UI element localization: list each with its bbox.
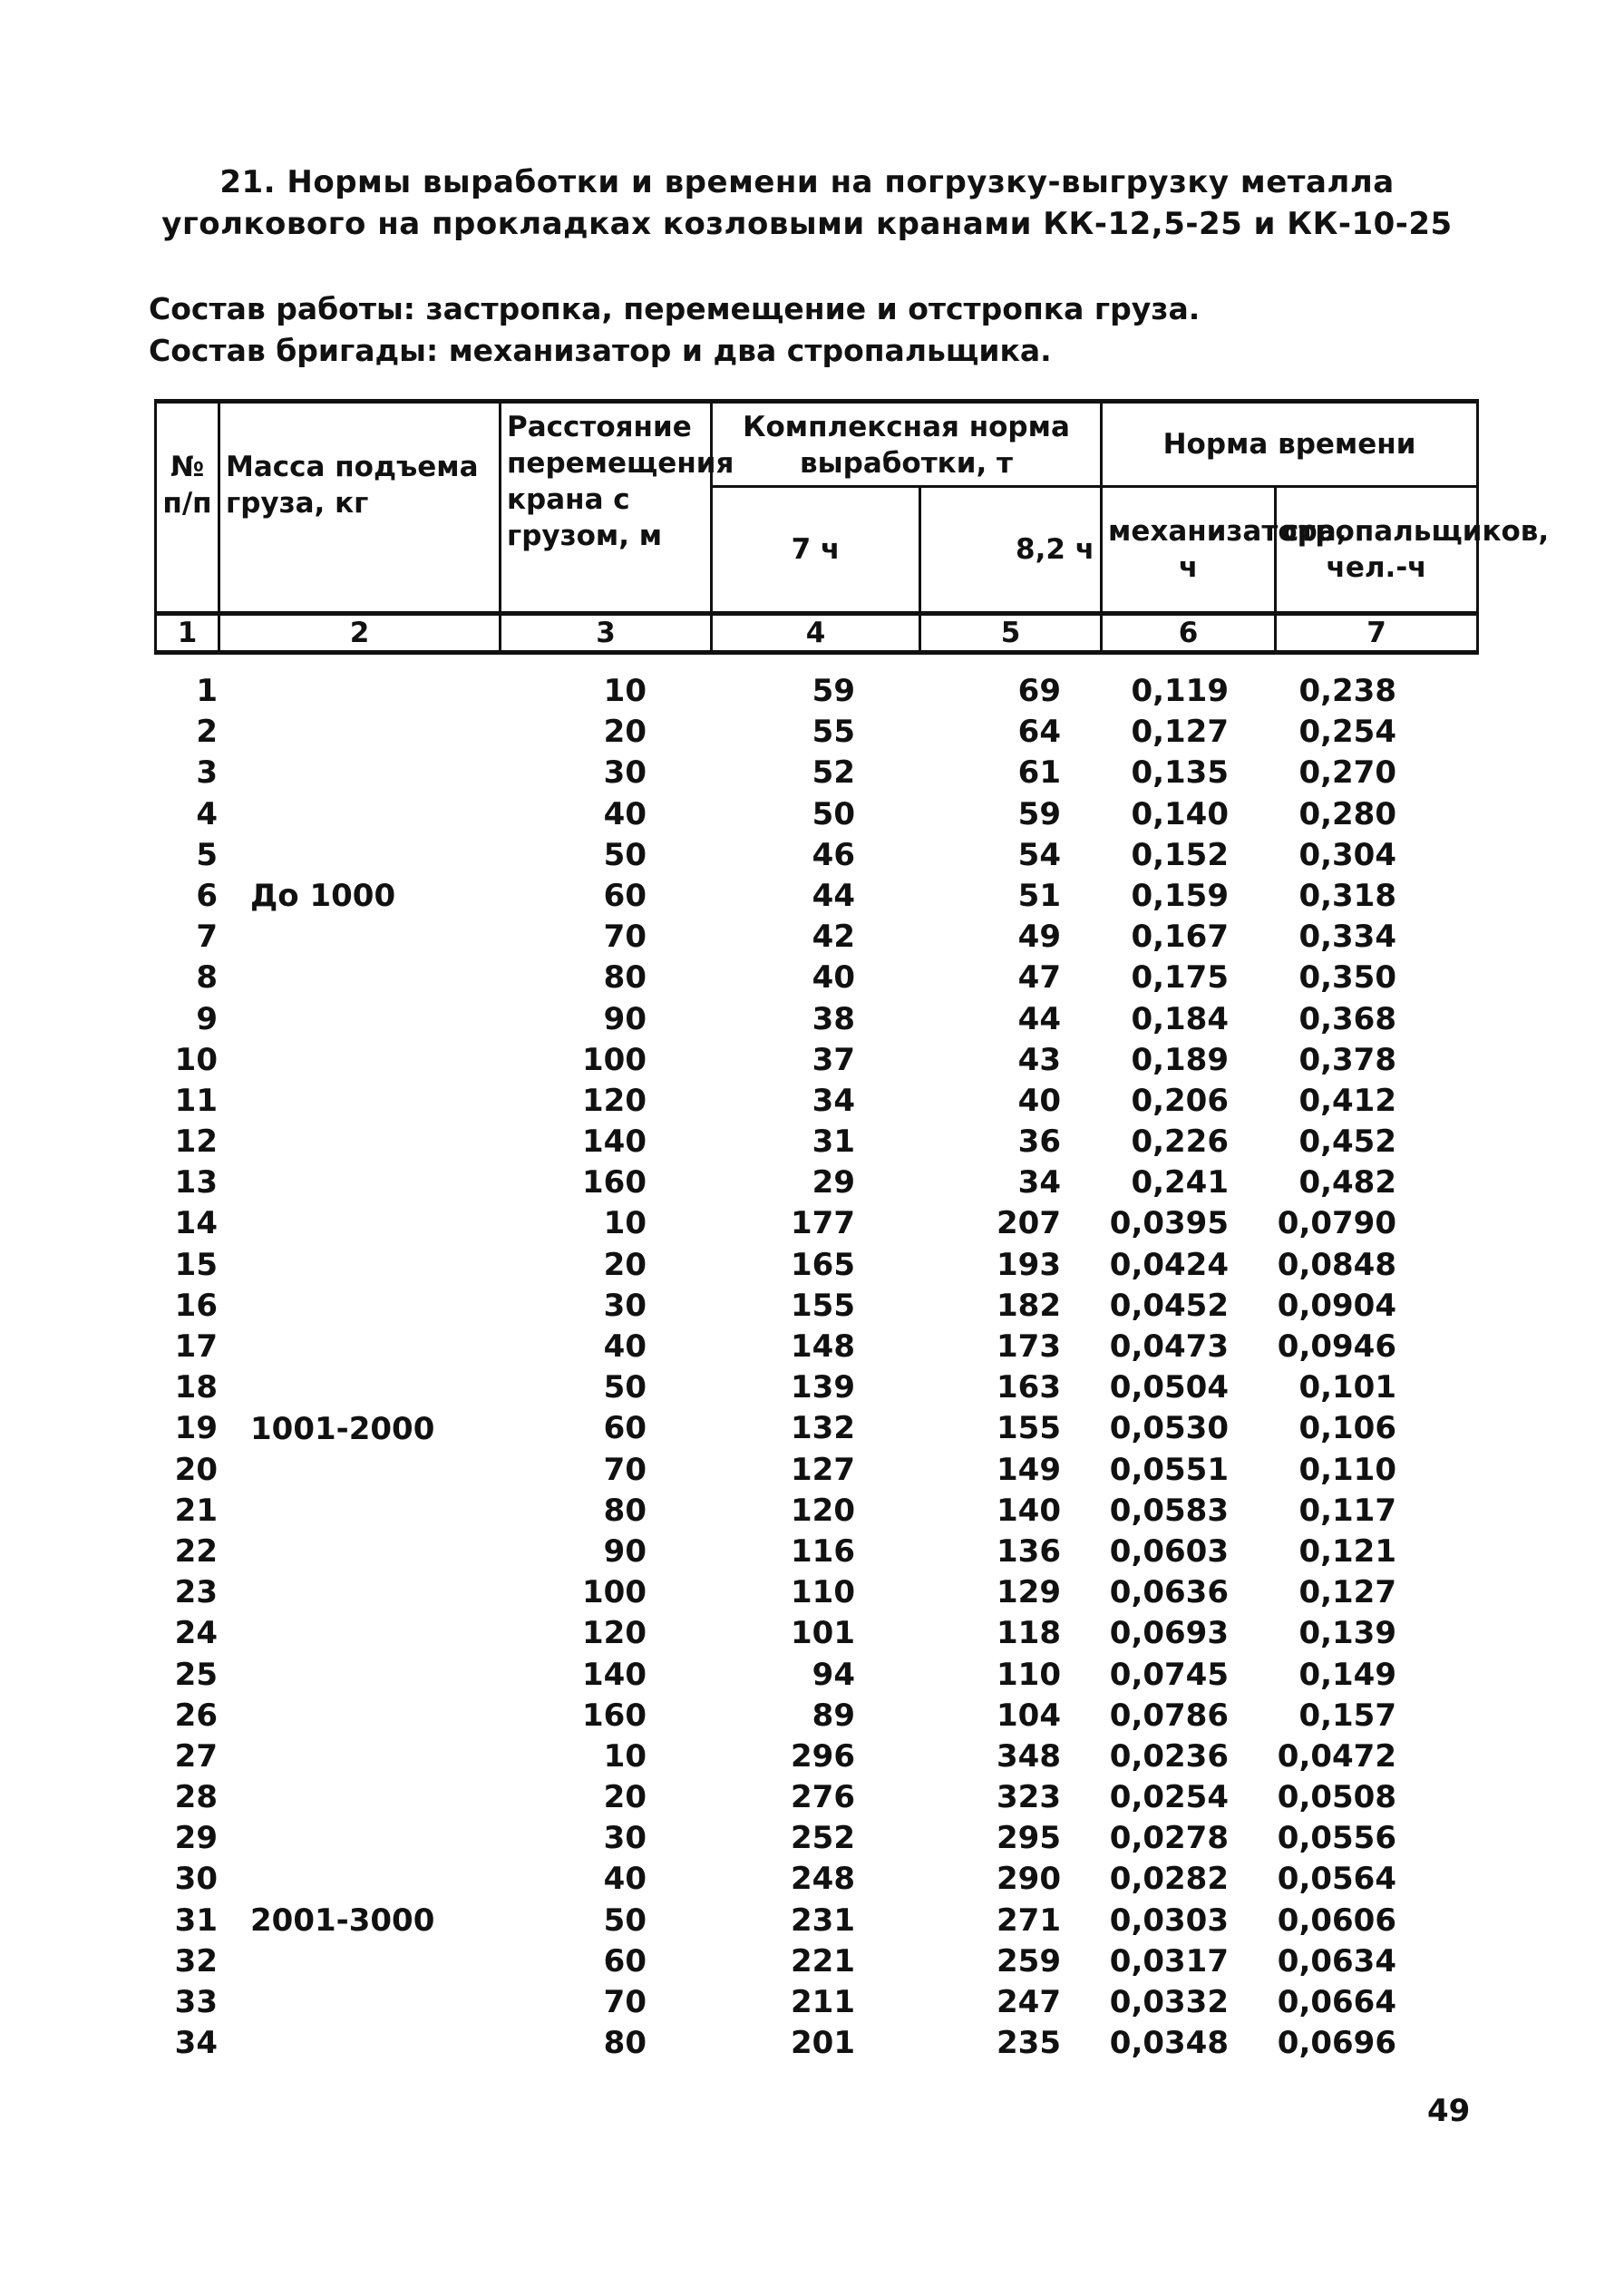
- table-cell: 0,167: [1131, 919, 1229, 956]
- table-cell: 221: [791, 1942, 855, 1979]
- table-cell: 173: [997, 1328, 1061, 1365]
- column-number: 2: [219, 614, 501, 653]
- table-cell: 0,350: [1298, 959, 1396, 997]
- table-cell: 17: [174, 1328, 218, 1365]
- header-operator: механизатора, ч: [1102, 487, 1276, 614]
- table-cell: 18: [174, 1369, 218, 1406]
- table-cell: 52: [812, 754, 855, 792]
- table-row: [154, 917, 1476, 958]
- table-cell: 0,206: [1131, 1082, 1229, 1119]
- table-cell: 29: [174, 1820, 218, 1857]
- table-cell: 2: [196, 714, 218, 751]
- mass-group-label: До 1000: [250, 878, 396, 914]
- table-cell: 120: [791, 1492, 855, 1529]
- table-cell: 32: [174, 1942, 218, 1979]
- table-cell: 29: [812, 1164, 855, 1201]
- table-cell: 0,101: [1298, 1369, 1396, 1406]
- mass-cell: [218, 1572, 508, 1613]
- table-cell: 201: [791, 2025, 855, 2062]
- table-cell: 44: [812, 877, 855, 914]
- table-row: [154, 835, 1476, 876]
- table-cell: 0,270: [1298, 754, 1396, 792]
- table-cell: 0,117: [1298, 1492, 1396, 1529]
- table-cell: 55: [812, 714, 855, 751]
- table-cell: 139: [791, 1369, 855, 1406]
- table-cell: 94: [812, 1656, 855, 1693]
- table-row: [154, 1245, 1476, 1286]
- mass-cell: [218, 835, 508, 876]
- table-row: [154, 1491, 1476, 1532]
- table-cell: 1: [196, 673, 218, 709]
- column-number: 6: [1102, 614, 1276, 653]
- table-cell: 110: [791, 1574, 855, 1611]
- table-cell: 70: [603, 1984, 647, 2020]
- table-cell: 0,106: [1298, 1410, 1396, 1447]
- table-row: [154, 1859, 1476, 1900]
- mass-cell: [218, 1941, 508, 1982]
- table-cell: 0,0904: [1277, 1287, 1396, 1324]
- table-cell: 0,482: [1298, 1164, 1396, 1201]
- mass-group-label: 2001-3000: [250, 1902, 435, 1939]
- table-cell: 26: [174, 1697, 218, 1734]
- column-number: 4: [712, 614, 920, 653]
- title-line-1: 21. Нормы выработки и времени на погрузку-выгрузку металла: [219, 164, 1395, 200]
- table-cell: 0,0606: [1277, 1902, 1396, 1939]
- table-body: [154, 671, 1476, 2064]
- table-row: [154, 999, 1476, 1040]
- table-cell: 140: [997, 1492, 1061, 1529]
- table-row: [154, 1982, 1476, 2023]
- table-cell: 60: [603, 1942, 647, 1979]
- table-row: [154, 2023, 1476, 2064]
- table-cell: 40: [603, 1861, 647, 1898]
- table-cell: 0,0504: [1109, 1369, 1229, 1406]
- table-cell: 0,0556: [1277, 1820, 1396, 1857]
- table-cell: 0,0745: [1109, 1656, 1229, 1693]
- table-cell: 276: [791, 1779, 855, 1816]
- page-number: 49: [1427, 2093, 1471, 2129]
- table-cell: 20: [603, 1246, 647, 1283]
- table-row: [154, 1286, 1476, 1327]
- table-cell: 0,378: [1298, 1041, 1396, 1078]
- table-cell: 60: [603, 1410, 647, 1447]
- table-cell: 0,149: [1298, 1656, 1396, 1693]
- table-cell: 290: [997, 1861, 1061, 1898]
- table-cell: 7: [196, 919, 218, 956]
- table-cell: 0,0332: [1109, 1984, 1229, 2020]
- mass-cell: [218, 999, 508, 1040]
- table-cell: 50: [812, 795, 855, 832]
- table-cell: 0,0424: [1109, 1246, 1229, 1283]
- table-header: [154, 399, 1550, 655]
- column-number: 5: [920, 614, 1102, 653]
- table-cell: 259: [997, 1942, 1061, 1979]
- norms-table: [154, 399, 1550, 2064]
- mass-cell: [218, 1327, 508, 1367]
- table-row: [154, 1572, 1476, 1613]
- table-cell: 0,226: [1131, 1123, 1229, 1161]
- crew-description: Состав бригады: механизатор и два стропальщика.: [149, 333, 1052, 368]
- table-cell: 59: [1017, 795, 1061, 832]
- mass-cell: [218, 1286, 508, 1327]
- table-cell: 30: [174, 1861, 218, 1898]
- table-cell: 0,0317: [1109, 1942, 1229, 1979]
- table-cell: 129: [997, 1574, 1061, 1611]
- table-cell: 64: [1017, 714, 1061, 751]
- table-row: [154, 1162, 1476, 1203]
- table-row: [154, 1736, 1476, 1777]
- mass-cell: [218, 1859, 508, 1900]
- table-cell: 40: [1017, 1082, 1061, 1119]
- table-cell: 0,184: [1131, 1000, 1229, 1037]
- mass-cell: [218, 1162, 508, 1203]
- table-cell: 0,241: [1131, 1164, 1229, 1201]
- table-cell: 70: [603, 919, 647, 956]
- table-cell: 20: [603, 1779, 647, 1816]
- mass-cell: [218, 1122, 508, 1162]
- table-cell: 100: [582, 1041, 647, 1078]
- table-row: [154, 1655, 1476, 1696]
- table-cell: 0,0278: [1109, 1820, 1229, 1857]
- table-cell: 0,0236: [1109, 1737, 1229, 1775]
- table-cell: 0,0946: [1277, 1328, 1396, 1365]
- mass-cell: [218, 794, 508, 835]
- table-cell: 182: [997, 1287, 1061, 1324]
- table-cell: 247: [997, 1984, 1061, 2020]
- table-cell: 155: [791, 1287, 855, 1324]
- table-cell: 0,135: [1131, 754, 1229, 792]
- table-cell: 19: [174, 1410, 218, 1447]
- header-mass: Масса подъема груза, кг: [219, 402, 501, 614]
- table-cell: 0,110: [1298, 1451, 1396, 1488]
- table-cell: 0,119: [1131, 673, 1229, 709]
- table-cell: 47: [1017, 959, 1061, 997]
- table-cell: 0,121: [1298, 1532, 1396, 1570]
- table-cell: 118: [997, 1615, 1061, 1652]
- table-cell: 0,0551: [1109, 1451, 1229, 1488]
- table-cell: 50: [603, 1369, 647, 1406]
- table-cell: 165: [791, 1246, 855, 1283]
- table-cell: 295: [997, 1820, 1061, 1857]
- table-cell: 0,0395: [1109, 1205, 1229, 1242]
- table-cell: 140: [582, 1123, 647, 1161]
- table-row: [154, 1941, 1476, 1982]
- mass-cell: [218, 712, 508, 753]
- mass-cell: [218, 1203, 508, 1244]
- table-row: [154, 712, 1476, 753]
- table-cell: 10: [603, 1205, 647, 1242]
- table-cell: 44: [1017, 1000, 1061, 1037]
- table-cell: 211: [791, 1984, 855, 2020]
- table-cell: 54: [1017, 836, 1061, 873]
- table-cell: 163: [997, 1369, 1061, 1406]
- table-cell: 296: [791, 1737, 855, 1775]
- mass-cell: [218, 1818, 508, 1859]
- table-cell: 59: [812, 673, 855, 709]
- mass-cell: [218, 1245, 508, 1286]
- table-cell: 20: [174, 1451, 218, 1488]
- table-cell: 20: [603, 714, 647, 751]
- column-number: 7: [1276, 614, 1478, 653]
- table-cell: 30: [603, 1820, 647, 1857]
- table-cell: 5: [196, 836, 218, 873]
- table-cell: 16: [174, 1287, 218, 1324]
- mass-cell: [218, 1081, 508, 1122]
- table-cell: 0,412: [1298, 1082, 1396, 1119]
- table-cell: 4: [196, 795, 218, 832]
- table-row: [154, 1696, 1476, 1736]
- table-row: [154, 1040, 1476, 1081]
- table-cell: 148: [791, 1328, 855, 1365]
- table-cell: 0,0303: [1109, 1902, 1229, 1939]
- table-cell: 40: [603, 795, 647, 832]
- table-cell: 50: [603, 836, 647, 873]
- table-cell: 80: [603, 959, 647, 997]
- table-cell: 127: [791, 1451, 855, 1488]
- table-cell: 0,0583: [1109, 1492, 1229, 1529]
- table-cell: 0,157: [1298, 1697, 1396, 1734]
- table-cell: 11: [174, 1082, 218, 1119]
- table-cell: 23: [174, 1574, 218, 1611]
- mass-cell: [218, 917, 508, 958]
- header-slingers: стропальщиков, чел.-ч: [1276, 487, 1478, 614]
- table-cell: 0,0472: [1277, 1737, 1396, 1775]
- table-cell: 24: [174, 1615, 218, 1652]
- table-cell: 0,127: [1131, 714, 1229, 751]
- header-7h: 7 ч: [712, 487, 920, 614]
- mass-group-label: 1001-2000: [250, 1410, 435, 1447]
- table-cell: 235: [997, 2025, 1061, 2062]
- table-cell: 15: [174, 1246, 218, 1283]
- table-cell: 51: [1017, 877, 1061, 914]
- table-row: [154, 671, 1476, 712]
- table-row: [154, 1327, 1476, 1367]
- table-title: [136, 161, 1478, 245]
- column-number: 1: [156, 614, 219, 653]
- table-row: [154, 1122, 1476, 1162]
- table-cell: 0,334: [1298, 919, 1396, 956]
- work-composition: [149, 288, 1200, 372]
- table-cell: 120: [582, 1615, 647, 1652]
- table-cell: 89: [812, 1697, 855, 1734]
- header-8-2h: 8,2 ч: [920, 487, 1102, 614]
- mass-cell: [218, 1696, 508, 1736]
- table-cell: 12: [174, 1123, 218, 1161]
- mass-cell: [218, 958, 508, 998]
- table-row: [154, 1367, 1476, 1408]
- table-cell: 0,280: [1298, 795, 1396, 832]
- table-cell: 136: [997, 1532, 1061, 1570]
- table-row: [154, 1777, 1476, 1818]
- table-cell: 22: [174, 1532, 218, 1570]
- header-complex-norm: Комплексная норма выработки, т: [712, 402, 1102, 487]
- table-cell: 90: [603, 1000, 647, 1037]
- table-cell: 0,127: [1298, 1574, 1396, 1611]
- mass-cell: [218, 1736, 508, 1777]
- mass-cell: [218, 1450, 508, 1491]
- table-cell: 60: [603, 877, 647, 914]
- table-cell: 10: [174, 1041, 218, 1078]
- table-cell: 14: [174, 1205, 218, 1242]
- table-cell: 31: [174, 1902, 218, 1939]
- table-row: [154, 1081, 1476, 1122]
- table-cell: 0,0282: [1109, 1861, 1229, 1898]
- table-cell: 50: [603, 1902, 647, 1939]
- table-cell: 69: [1017, 673, 1061, 709]
- table-cell: 0,0508: [1277, 1779, 1396, 1816]
- table-cell: 0,152: [1131, 836, 1229, 873]
- table-cell: 3: [196, 754, 218, 792]
- table-cell: 0,0564: [1277, 1861, 1396, 1898]
- table-cell: 0,452: [1298, 1123, 1396, 1161]
- table-cell: 0,0634: [1277, 1942, 1396, 1979]
- table-cell: 177: [791, 1205, 855, 1242]
- header-num: № п/п: [156, 402, 219, 614]
- table-cell: 348: [997, 1737, 1061, 1775]
- table-cell: 46: [812, 836, 855, 873]
- table-cell: 0,0603: [1109, 1532, 1229, 1570]
- table-cell: 33: [174, 1984, 218, 2020]
- table-cell: 42: [812, 919, 855, 956]
- table-cell: 10: [603, 1737, 647, 1775]
- table-cell: 13: [174, 1164, 218, 1201]
- table-cell: 0,0696: [1277, 2025, 1396, 2062]
- table-cell: 140: [582, 1656, 647, 1693]
- table-cell: 132: [791, 1410, 855, 1447]
- table-cell: 0,0473: [1109, 1328, 1229, 1365]
- table-cell: 30: [603, 754, 647, 792]
- header-distance: Расстояние перемещения крана с грузом, м: [501, 402, 712, 614]
- mass-cell: [218, 1532, 508, 1572]
- table-row: [154, 753, 1476, 793]
- table-cell: 248: [791, 1861, 855, 1898]
- table-cell: 155: [997, 1410, 1061, 1447]
- table-cell: 70: [603, 1451, 647, 1488]
- column-number: 3: [501, 614, 712, 653]
- table-cell: 0,0786: [1109, 1697, 1229, 1734]
- table-cell: 40: [603, 1328, 647, 1365]
- table-cell: 0,318: [1298, 877, 1396, 914]
- mass-cell: [218, 1491, 508, 1532]
- table-cell: 0,175: [1131, 959, 1229, 997]
- table-cell: 34: [1017, 1164, 1061, 1201]
- header-time-norm: Норма времени: [1102, 402, 1478, 487]
- table-cell: 36: [1017, 1123, 1061, 1161]
- table-cell: 61: [1017, 754, 1061, 792]
- table-cell: 101: [791, 1615, 855, 1652]
- table-cell: 0,139: [1298, 1615, 1396, 1652]
- table-cell: 110: [997, 1656, 1061, 1693]
- table-cell: 0,0848: [1277, 1246, 1396, 1283]
- table-cell: 0,238: [1298, 673, 1396, 709]
- table-cell: 6: [196, 877, 218, 914]
- table-cell: 80: [603, 2025, 647, 2062]
- table-cell: 30: [603, 1287, 647, 1324]
- table-cell: 80: [603, 1492, 647, 1529]
- title-line-2: уголкового на прокладках козловыми кранами КК-12,5-25 и КК-10-25: [161, 206, 1453, 242]
- table-row: [154, 958, 1476, 998]
- mass-cell: [218, 1613, 508, 1654]
- table-cell: 0,0790: [1277, 1205, 1396, 1242]
- table-row: [154, 1532, 1476, 1572]
- mass-cell: [218, 671, 508, 712]
- mass-cell: [218, 753, 508, 793]
- table-cell: 0,254: [1298, 714, 1396, 751]
- table-cell: 34: [174, 2025, 218, 2062]
- table-cell: 31: [812, 1123, 855, 1161]
- table-cell: 160: [582, 1697, 647, 1734]
- table-cell: 160: [582, 1164, 647, 1201]
- table-cell: 40: [812, 959, 855, 997]
- table-row: [154, 1203, 1476, 1244]
- mass-cell: [218, 2023, 508, 2064]
- table-cell: 149: [997, 1451, 1061, 1488]
- table-cell: 100: [582, 1574, 647, 1611]
- table-cell: 231: [791, 1902, 855, 1939]
- table-cell: 37: [812, 1041, 855, 1078]
- table-cell: 0,189: [1131, 1041, 1229, 1078]
- mass-cell: [218, 1777, 508, 1818]
- mass-cell: [218, 1982, 508, 2023]
- table-cell: 0,0254: [1109, 1779, 1229, 1816]
- mass-cell: [218, 1655, 508, 1696]
- table-cell: 49: [1017, 919, 1061, 956]
- table-cell: 0,0693: [1109, 1615, 1229, 1652]
- table-cell: 0,304: [1298, 836, 1396, 873]
- table-cell: 0,0530: [1109, 1410, 1229, 1447]
- table-row: [154, 1613, 1476, 1654]
- table-cell: 252: [791, 1820, 855, 1857]
- table-cell: 38: [812, 1000, 855, 1037]
- table-cell: 27: [174, 1737, 218, 1775]
- table-cell: 0,140: [1131, 795, 1229, 832]
- table-cell: 116: [791, 1532, 855, 1570]
- table-cell: 0,0348: [1109, 2025, 1229, 2062]
- mass-cell: [218, 1367, 508, 1408]
- table-cell: 10: [603, 673, 647, 709]
- table-cell: 34: [812, 1082, 855, 1119]
- table-cell: 90: [603, 1532, 647, 1570]
- table-cell: 104: [997, 1697, 1061, 1734]
- table-cell: 8: [196, 959, 218, 997]
- table-cell: 271: [997, 1902, 1061, 1939]
- table-cell: 207: [997, 1205, 1061, 1242]
- table-cell: 193: [997, 1246, 1061, 1283]
- table-cell: 0,0664: [1277, 1984, 1396, 2020]
- table-cell: 323: [997, 1779, 1061, 1816]
- table-cell: 0,0636: [1109, 1574, 1229, 1611]
- table-row: [154, 1450, 1476, 1491]
- table-cell: 28: [174, 1779, 218, 1816]
- table-cell: 0,159: [1131, 877, 1229, 914]
- table-row: [154, 794, 1476, 835]
- mass-cell: [218, 1040, 508, 1081]
- table-cell: 21: [174, 1492, 218, 1529]
- table-cell: 0,0452: [1109, 1287, 1229, 1324]
- table-cell: 25: [174, 1656, 218, 1693]
- work-description: Состав работы: застропка, перемещение и отстропка груза.: [149, 291, 1201, 326]
- table-cell: 9: [196, 1000, 218, 1037]
- table-row: [154, 1818, 1476, 1859]
- table-cell: 0,368: [1298, 1000, 1396, 1037]
- table-cell: 43: [1017, 1041, 1061, 1078]
- table-cell: 120: [582, 1082, 647, 1119]
